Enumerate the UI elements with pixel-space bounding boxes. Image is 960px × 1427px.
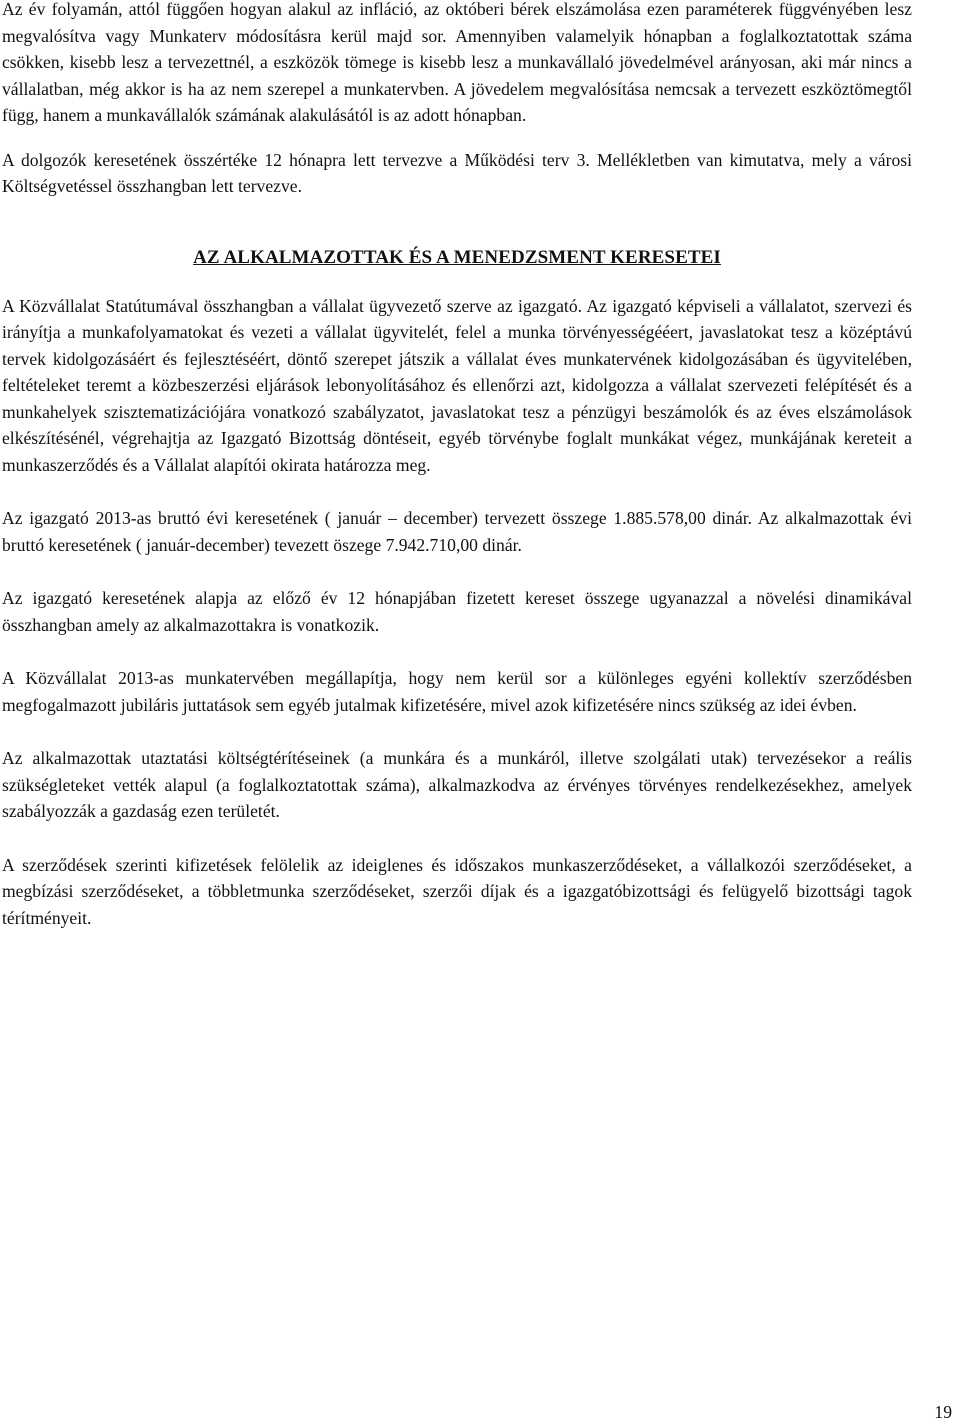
paragraph-travel-costs: Az alkalmazottak utaztatási költségtérítéseinek (a munkára és a munkáról, illetve szolgálati utak) tervezésekor a reális szükségleteket vették alapul (a foglalkoztatottak száma), alkalmazkodva az érvényes törvényes rendelkezésekhez, amelyek szabályozzák a gazdaság ezen területét. [2,748,912,821]
section-heading: AZ ALKALMAZOTTAK ÉS A MENEDZSMENT KERESETEI [193,246,721,268]
paragraph-salary-basis: Az igazgató keresetének alapja az előző év 12 hónapjában fizetett kereset összege ugyanazzal a növelési dinamikával összhangban amely az alkalmazottakra is vonatkozik. [2,588,912,635]
paragraph-contract-payments: A szerződések szerinti kifizetések felölelik az ideiglenes és időszakos munkaszerződéseket, a vállalkozói szerződéseket, a megbízási szerződéseket, a többletmunka szerződéseket, szerzői díjak és a igazgatóbizottsági és felügyelő bizottsági tagok térítményeit. [2,854,912,928]
paragraph-jubilee-benefits: A Közvállalat 2013-as munkatervében megállapítja, hogy nem kerül sor a különleges egyéni kollektív szerződésben megfogalmazott jubiláris juttatások sem egyéb jutalmak kifizetésére, mivel azok kifizetésére nincs szükség az idei évben. [2,668,912,715]
page-number: 19 [934,1402,952,1422]
document-page [2,0,912,931]
paragraph-salary-amounts: Az igazgató 2013-as bruttó évi keresetének ( január – december) tervezett összege 1.885.578,00 dinár. Az alkalmazottak évi bruttó keresetének ( január-december) tevezett öszege 7.942.710,00 dinár. [2,508,912,555]
paragraph-total-earnings: A dolgozók keresetének összértéke 12 hónapra lett tervezve a Működési terv 3. Mellékletben van kimutatva, mely a városi Költségvetéssel összhangban lett tervezve. [2,149,912,196]
paragraph-inflation: Az év folyamán, attól függően hogyan alakul az infláció, az októberi bérek elszámolása ezen paraméterek függvényében lesz megvalósítva vagy Munkaterv módosításra kerül majd sor. Amennyiben valamelyik hónapban a foglalkoztatottak száma csökken, kisebb lesz a tervezettnél, a eszközök tömege is kisebb lesz a munkavállaló jövedelmével arányosan, aki már nincs a vállalatban, még akkor is ha az nem szerepel a munkatervben. A jövedelem megvalósítása nemcsak a tervezett eszköztömegtől függ, hanem a munkavállalók számának alakulásától is az adott hónapban. [2,0,912,125]
paragraph-director-role: A Közvállalat Statútumával összhangban a vállalat ügyvezető szerve az igazgató. Az igazgató képviseli a vállalatot, szervezi és irányítja a munkafolyamatokat és vezeti a vállalat ügyvitelét, felel a munka törvényességééert, javaslatokat tesz a középtávú tervek kidolgozásáért és fejlesztéséért, döntő szerepet játszik a vállalat éves munkatervének kidolgozásában és ügyvitelében, feltételeket teremt a közbeszerzési eljárások lebonyolításához és ellenőrzi azt, kidolgozza a vállalat szervezeti felépítését és a munkahelyek szisztematizációjára vonatkozó szabályzatot, javaslatokat tesz a pénzügyi beszámolók és az éves elszámolások elkészítésénél, végrehajtja az Igazgató Bizottság döntéseit, egyéb törvénybe foglalt munkákat végez, munkájának kereteit a munkaszerződés és a Vállalat alapítói okirata határozza meg. [2,295,912,475]
